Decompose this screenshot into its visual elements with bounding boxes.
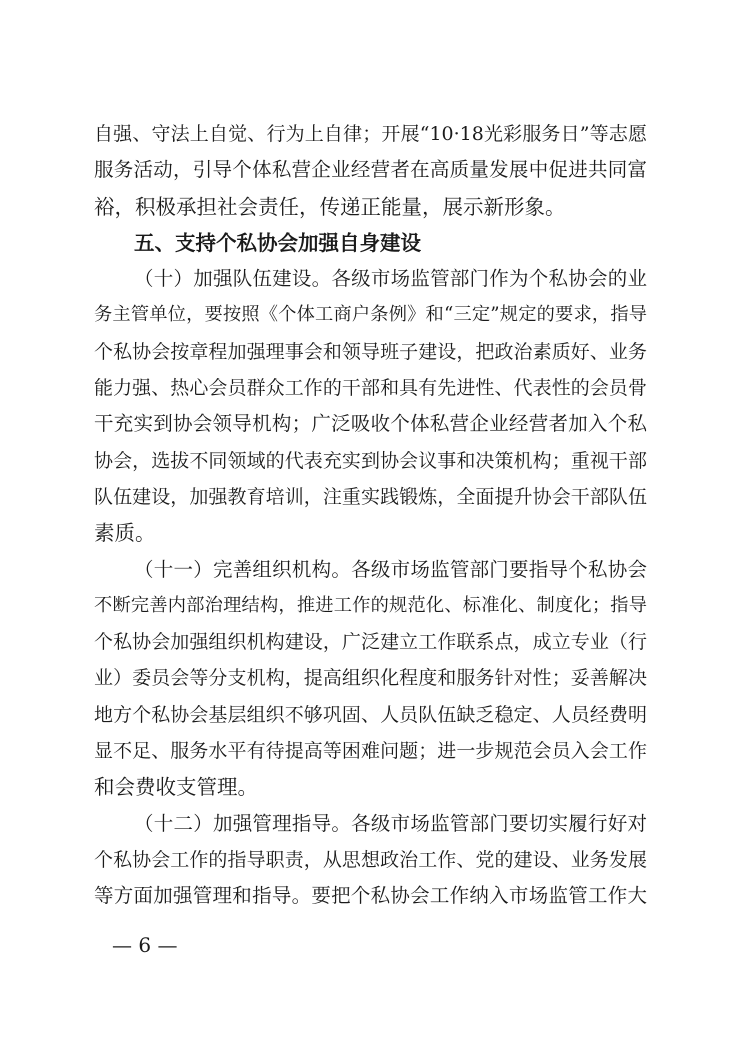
text-line bbox=[94, 878, 647, 914]
line-text: 不断完善内部治理结构，推进工作的规范化、标准化、制度化；指导 bbox=[94, 594, 647, 616]
paragraph-lead-line bbox=[94, 261, 647, 297]
paragraph-text: 各级市场监管部门要指导个私协会 bbox=[351, 557, 647, 581]
line-text: 干充实到协会领导机构；广泛吸收个体私营企业经营者加入个私 bbox=[94, 412, 647, 436]
line-text: 等方面加强管理和指导。要把个私协会工作纳入市场监管工作大 bbox=[94, 884, 647, 908]
paragraph-lead-line bbox=[94, 552, 647, 588]
text-line bbox=[94, 769, 647, 805]
paragraph-title: （十）加强队伍建设。 bbox=[134, 267, 332, 291]
document-body bbox=[94, 116, 647, 915]
text-line bbox=[94, 116, 647, 152]
text-line bbox=[94, 406, 647, 442]
text-line bbox=[94, 697, 647, 733]
line-text: 个私协会加强组织机构建设，广泛建立工作联系点，成立专业（行 bbox=[94, 631, 647, 654]
line-text: 个私协会按章程加强理事会和领导班子建设，把政治素质好、业务 bbox=[94, 340, 647, 363]
paragraph-text: 各级市场监管部门作为个私协会的业 bbox=[331, 267, 647, 291]
text-line bbox=[94, 443, 647, 479]
line-text: 素质。 bbox=[94, 521, 156, 546]
line-text: 能力强、热心会员群众工作的干部和具有先进性、代表性的会员骨 bbox=[94, 377, 647, 400]
text-line bbox=[94, 189, 647, 225]
paragraph-title: （十一）完善组织机构。 bbox=[134, 557, 352, 581]
line-text: 和会费收支管理。 bbox=[94, 775, 258, 800]
line-text: 服务活动，引导个体私营企业经营者在高质量发展中促进共同富 bbox=[94, 158, 647, 182]
heading-text: 五、支持个私协会加强自身建设 bbox=[134, 230, 421, 255]
paragraph-title: （十二）加强管理指导。 bbox=[134, 811, 352, 835]
line-text: 裕，积极承担社会责任，传递正能量，展示新形象。 bbox=[94, 194, 566, 219]
text-line bbox=[94, 588, 647, 624]
text-line bbox=[94, 660, 647, 696]
text-line bbox=[94, 479, 647, 515]
line-text: 地方个私协会基层组织不够巩固、人员队伍缺乏稳定、人员经费明 bbox=[94, 703, 647, 726]
line-text: 个私协会工作的指导职责，从思想政治工作、党的建设、业务发展 bbox=[94, 848, 647, 871]
text-line bbox=[94, 152, 647, 188]
line-text: 业）委员会等分支机构，提高组织化程度和服务针对性；妥善解决 bbox=[94, 667, 647, 690]
paragraph-text: 各级市场监管部门要切实履行好对 bbox=[351, 811, 647, 835]
text-line bbox=[94, 624, 647, 660]
line-text: 协会，选拔不同领域的代表充实到协会议事和决策机构；重视干部 bbox=[94, 449, 647, 472]
text-line bbox=[94, 297, 647, 333]
section-heading bbox=[94, 225, 647, 261]
line-text: 显不足、服务水平有待提高等困难问题；进一步规范会员入会工作 bbox=[94, 740, 647, 763]
text-line bbox=[94, 842, 647, 878]
text-line bbox=[94, 733, 647, 769]
text-line bbox=[94, 370, 647, 406]
page-number: — 6 — bbox=[112, 933, 178, 957]
line-text: 务主管单位，要按照《个体工商户条例》和“三定”规定的要求，指导 bbox=[94, 304, 647, 326]
text-line bbox=[94, 334, 647, 370]
paragraph-lead-line bbox=[94, 806, 647, 842]
line-text: 队伍建设，加强教育培训，注重实践锻炼，全面提升协会干部队伍 bbox=[94, 485, 647, 508]
text-line bbox=[94, 515, 647, 551]
line-text: 自强、守法上自觉、行为上自律；开展“10·18光彩服务日”等志愿 bbox=[94, 123, 647, 145]
